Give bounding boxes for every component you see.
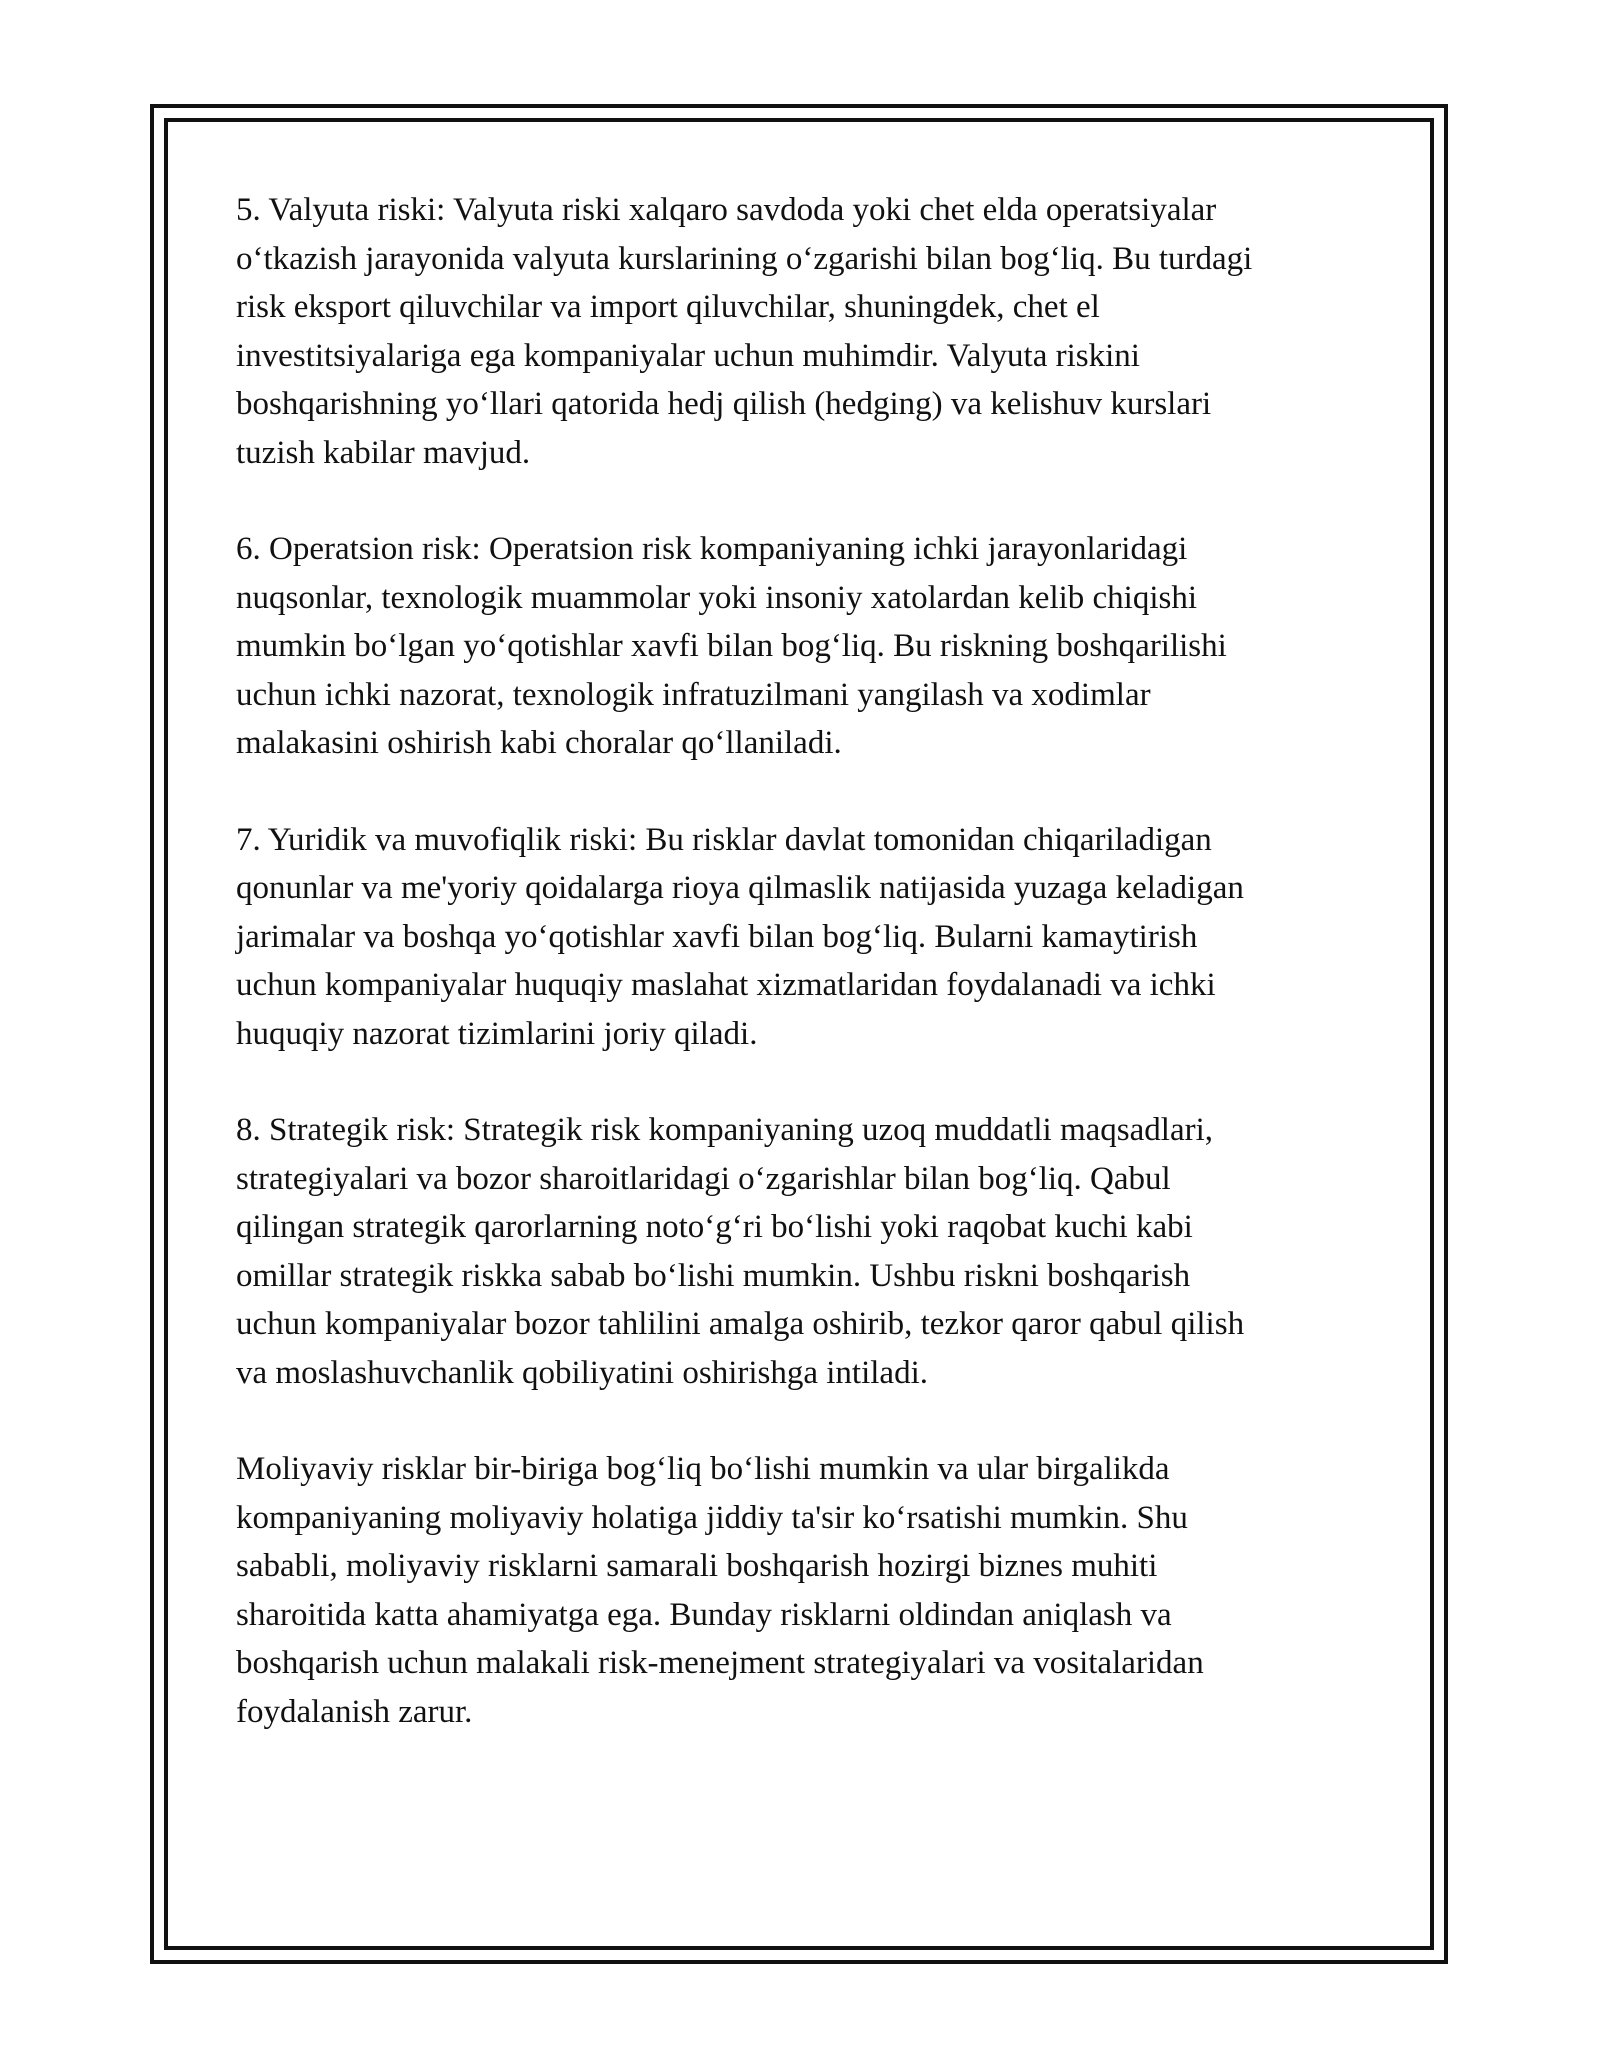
paragraph-operational-risk: 6. Operatsion risk: Operatsion risk kompaniyaning ichki jarayonlaridagi nuqsonlar, texnologik muammolar yoki insoniy xatolardan kelib chiqishi mumkin bo‘lgan yo‘qotishlar xavfi bilan bog‘liq. Bu riskning boshqarilishi uchun ichki nazorat, texnologik infratuzilmani yangilash va xodimlar malakasini oshirish kabi choralar qo‘llaniladi. <box>236 531 1227 761</box>
paragraph-conclusion: Moliyaviy risklar bir-biriga bog‘liq bo‘lishi mumkin va ular birgalikda kompaniyaning moliyaviy holatiga jiddiy ta'sir ko‘rsatishi mumkin. Shu sababli, moliyaviy risklarni samarali boshqarish hozirgi biznes muhiti sharoitida katta ahamiyatga ega. Bunday risklarni oldindan aniqlash va boshqarish uchun malakali risk-menejment strategiyalari va vositalaridan foydalanish zarur. <box>236 1451 1204 1730</box>
paragraph-legal-compliance-risk: 7. Yuridik va muvofiqlik riski: Bu risklar davlat tomonidan chiqariladigan qonunlar va me'yoriy qoidalarga rioya qilmaslik natijasida yuzaga keladigan jarimalar va boshqa yo‘qotishlar xavfi bilan bog‘liq. Bularni kamaytirish uchun kompaniyalar huquqiy maslahat xizmatlaridan foydalanadi va ichki huquqiy nazorat tizimlarini joriy qiladi. <box>236 821 1244 1052</box>
paragraph-strategic-risk: 8. Strategik risk: Strategik risk kompaniyaning uzoq muddatli maqsadlari, strategiyalari va bozor sharoitlaridagi o‘zgarishlar bilan bog‘liq. Qabul qilingan strategik qarorlarning noto‘g‘ri bo‘lishi yoki raqobat kuchi kabi omillar strategik riskka sabab bo‘lishi mumkin. Ushbu riskni boshqarish uchun kompaniyalar bozor tahlilini amalga oshirib, tezkor qaror qabul qilish va moslashuvchanlik qobiliyatini oshirishga intiladi. <box>236 1112 1245 1391</box>
document-body <box>236 186 1376 1784</box>
paragraph-currency-risk: 5. Valyuta riski: Valyuta riski xalqaro savdoda yoki chet elda operatsiyalar o‘tkazish jarayonida valyuta kurslarining o‘zgarishi bilan bog‘liq. Bu turdagi risk eksport qiluvchilar va import qiluvchilar, shuningdek, chet el investitsiyalariga ega kompaniyalar uchun muhimdir. Valyuta riskini boshqarishning yo‘llari qatorida hedj qilish (hedging) va kelishuv kurslari tuzish kabilar mavjud. <box>236 192 1253 471</box>
